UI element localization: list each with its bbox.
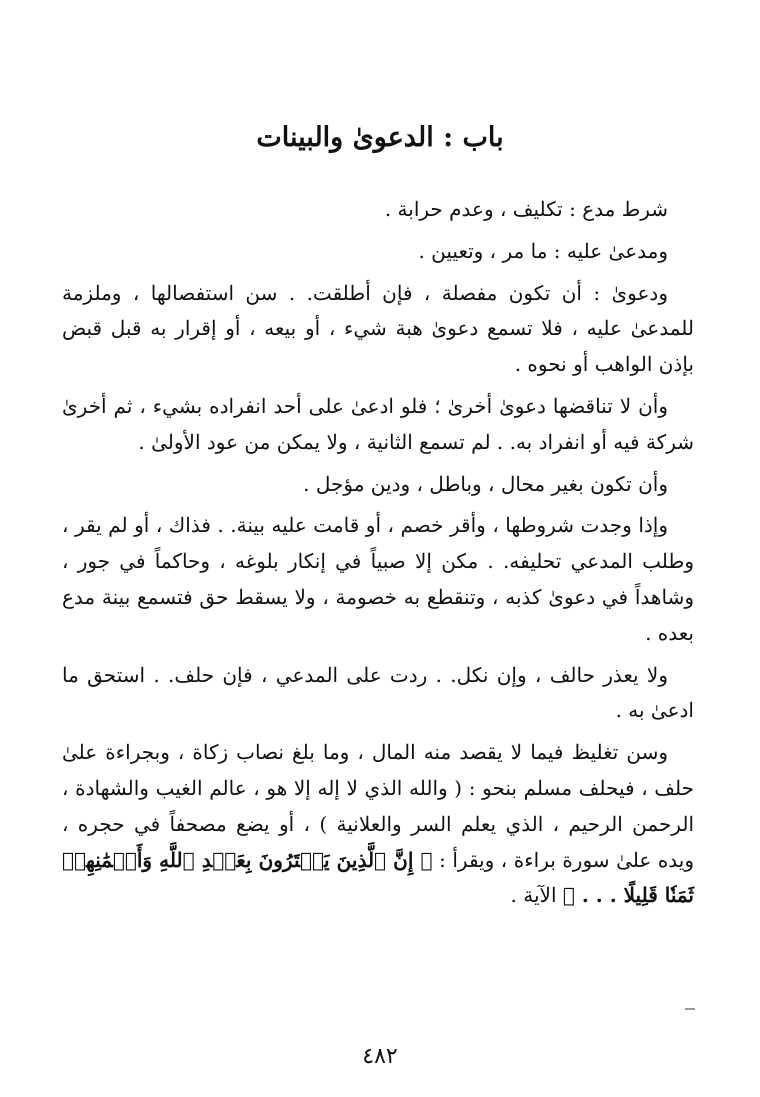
paragraph-contradiction: وأن لا تناقضها دعوىٰ أخرىٰ ؛ فلو ادعىٰ على أحد انفراده بشيء ، ثم أخرىٰ شركة فيه أو انفراد به. . لم تسمع الثانية ، ولا يمكن من عود الأولىٰ . — [62, 393, 694, 454]
paragraph-evidence-oath: وإذا وجدت شروطها ، وأقر خصم ، أو قامت عليه بينة. . فذاك ، أو لم يقر ، وطلب المدعي تحليفه. . مكن إلا صبياً في إنكار بلوغه ، وحاكماً في جور ، وشاهداً في دعوىٰ كذبه ، وتنقطع به خصومة ، ولا يسقط حق فتسمع بينة مدع بعده . — [62, 513, 694, 645]
paragraph-claimant-condition: شرط مدع : تكليف ، وعدم حرابة . — [384, 197, 668, 221]
body-text — [62, 192, 694, 920]
paragraph-defendant: ومدعىٰ عليه : ما مر ، وتعيين . — [418, 238, 668, 263]
page-number: ٤٨٢ — [362, 1044, 398, 1069]
verse-reference: الآية . — [510, 883, 557, 908]
paragraph-claim-details: ودعوىٰ : أن تكون مفصلة ، فإن أطلقت. . سن استفصالها ، وملزمة للمدعىٰ عليه ، فلا تسمع دعوىٰ هبة شيء ، أو بيعه ، أو إقرار به قبل قبض بإذن الواهب أو نحوه . — [62, 280, 694, 377]
paragraph-refusal: ولا يعذر حالف ، وإن نكل. . ردت على المدعي ، فإن حلف. . استحق ما ادعىٰ به . — [62, 662, 694, 723]
paragraph-oath-emphasis — [62, 735, 694, 914]
quran-verse: ﴿ إِنَّ ٱلَّذِينَ يَشۡتَرُونَ بِعَهۡدِ ٱللَّهِ وَأَيۡمَٰنِهِمۡ ثَمَنٗا قَلِيلًا . . . ﴾ — [62, 847, 694, 908]
paragraph-valid-claim: وأن تكون بغير محال ، وباطل ، ودين مؤجل . — [303, 471, 668, 496]
chapter-title: باب : الدعوىٰ والبينات — [256, 122, 504, 153]
margin-mark — [685, 1008, 695, 1010]
oath-text: وسن تغليظ فيما لا يقصد منه المال ، وما بلغ نصاب زكاة ، وبجراءة علىٰ حلف ، فيحلف مسلم بنحو : ( والله الذي لا إله إلا هو ، عالم الغيب والشهادة ، الرحمن الرحيم ، الذي يعلم السر والعلانية ) ، أو يضع مصحفاً في حجره ، ويده علىٰ سورة براءة ، ويقرأ : — [62, 740, 695, 872]
